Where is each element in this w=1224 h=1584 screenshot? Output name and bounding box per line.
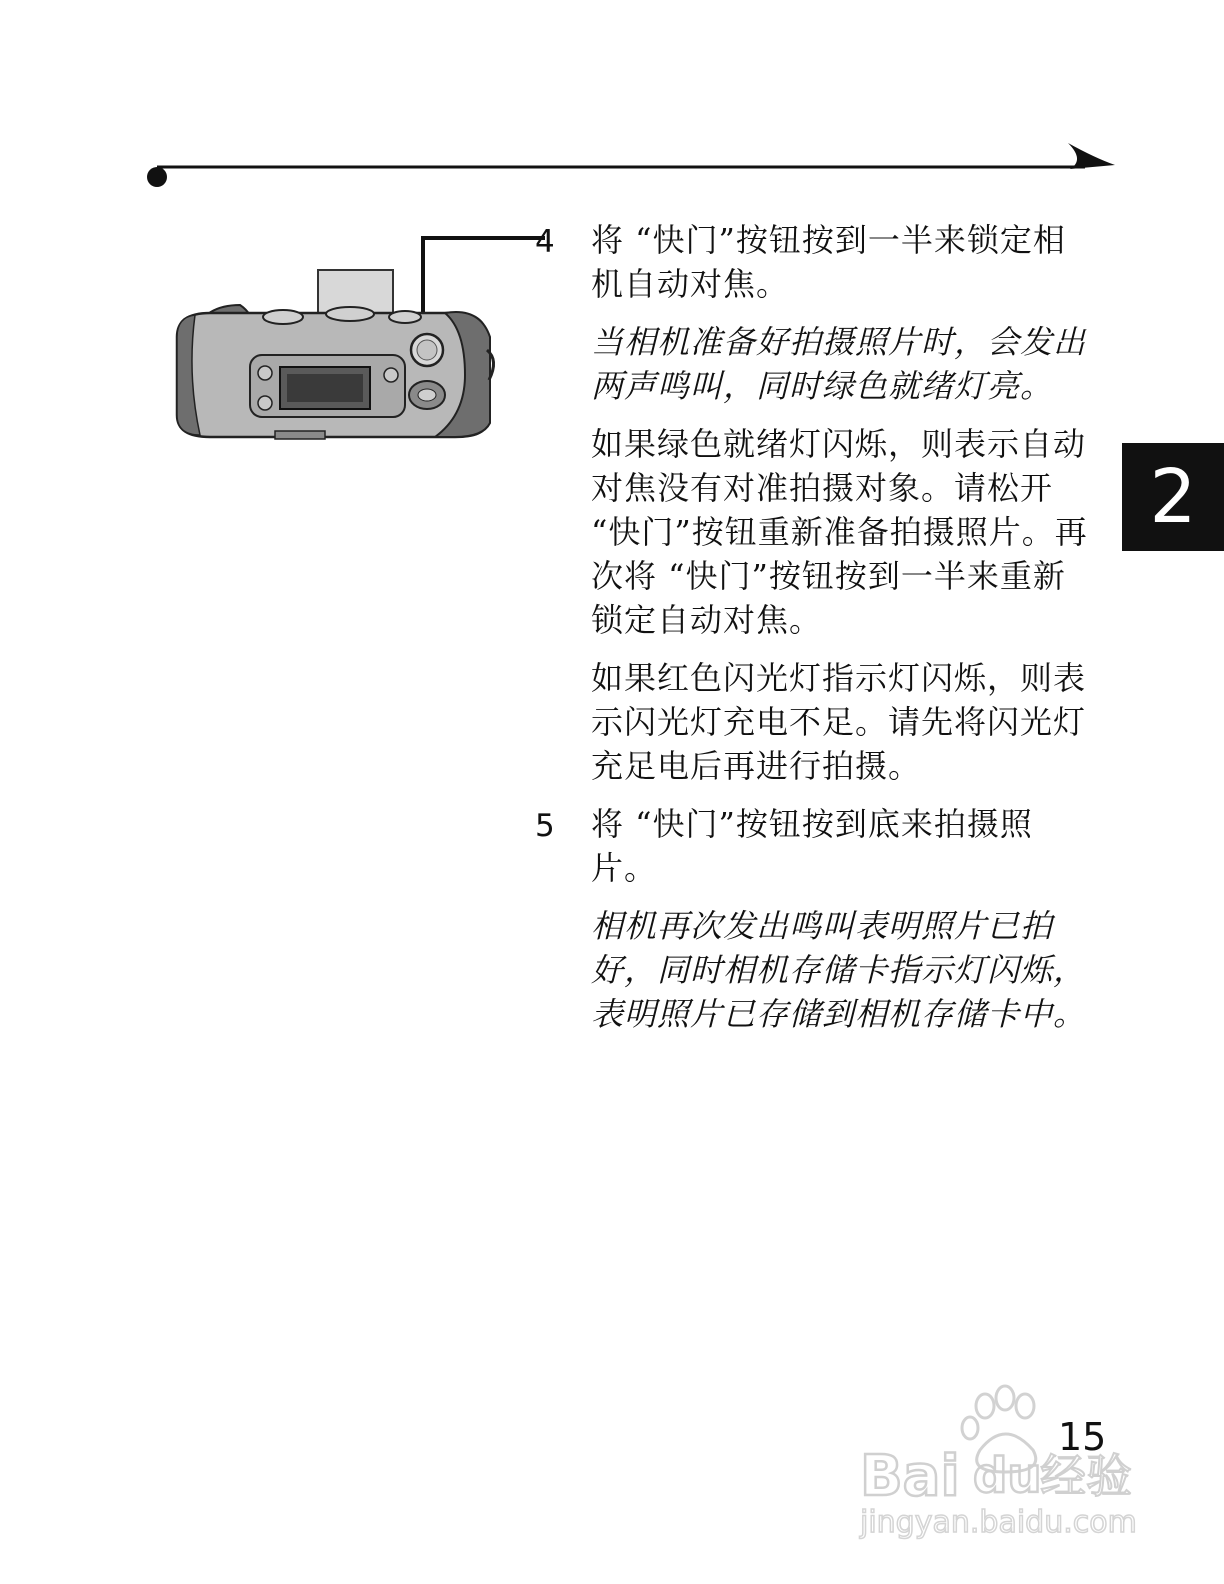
step-4 [535, 218, 1095, 788]
step-number: 5 [535, 808, 555, 844]
step-ready-light-note: 如果绿色就绪灯闪烁，则表示自动对焦没有对准拍摄对象。请松开 “快门”按钮重新准备拍摄照片。再次将 “快门”按钮按到一半来重新锁定自动对焦。 [591, 425, 1088, 639]
header-rule [0, 0, 1224, 200]
chapter-tab: 2 [1122, 443, 1224, 551]
header-bullet [147, 167, 167, 187]
svg-text:Bai: Bai [860, 1444, 960, 1509]
baidu-watermark-logo [855, 1380, 1145, 1540]
step-result-note: 当相机准备好拍摄照片时，会发出两声鸣叫，同时绿色就绪灯亮。 [591, 323, 1087, 405]
svg-text:jingyan.baidu.com: jingyan.baidu.com [860, 1505, 1137, 1540]
svg-text:du: du [973, 1448, 1042, 1504]
step-instruction: 将 “快门”按钮按到一半来锁定相机自动对焦。 [591, 221, 1066, 303]
instructions [535, 218, 1095, 1050]
step-5 [535, 802, 1095, 1036]
step-number: 4 [535, 224, 555, 260]
step-result-note: 相机再次发出鸣叫表明照片已拍好，同时相机存储卡指示灯闪烁，表明照片已存储到相机存储卡中。 [591, 907, 1087, 1033]
page-number: 15 [1058, 1415, 1107, 1459]
arrow-icon [1068, 143, 1115, 169]
step-instruction: 将 “快门”按钮按到底来拍摄照片。 [591, 805, 1033, 887]
step-flash-light-note: 如果红色闪光灯指示灯闪烁，则表示闪光灯充电不足。请先将闪光灯充足电后再进行拍摄。 [591, 659, 1087, 785]
camera-illustration [165, 225, 545, 450]
svg-text:经验: 经验 [1040, 1449, 1132, 1503]
